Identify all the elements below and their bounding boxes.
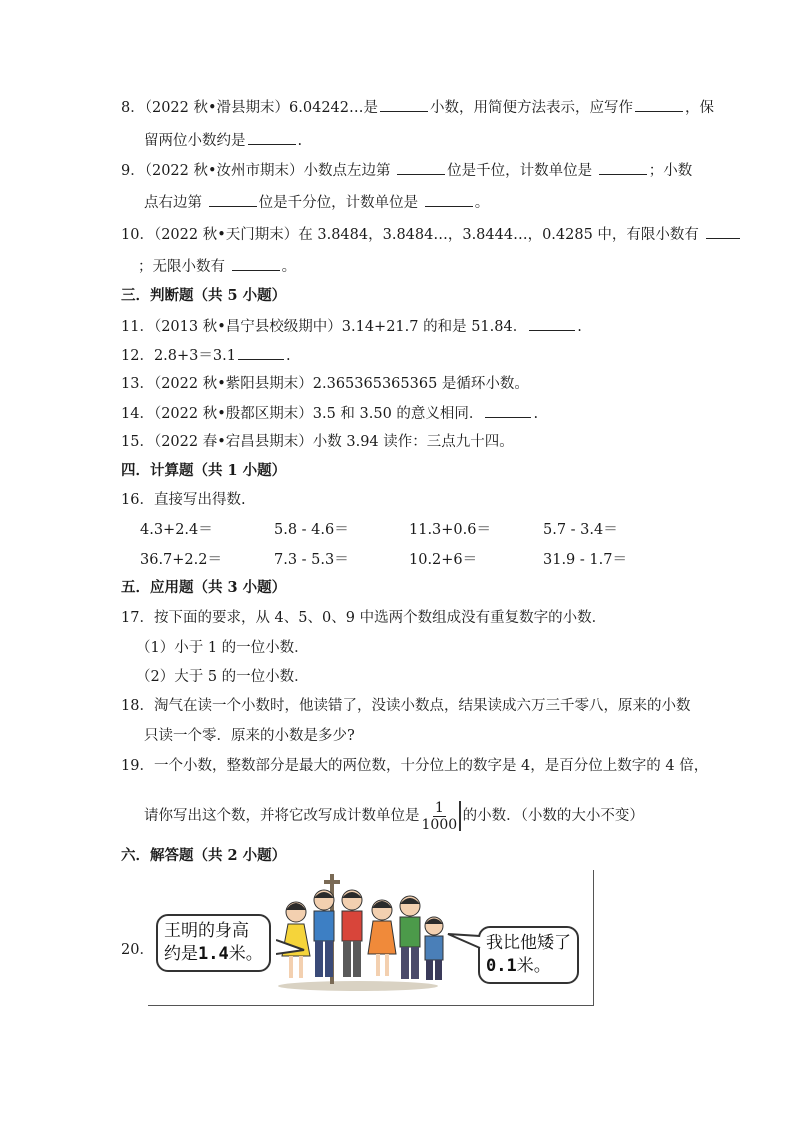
q8-blank-2[interactable] <box>635 97 683 112</box>
q8-text: 8．（2022 秋•滑县期末）6.04242…是 <box>121 100 378 116</box>
calc-item: 5.8 - 4.6＝ <box>274 522 349 538</box>
q8-blank-1[interactable] <box>380 97 428 112</box>
q9-line1: 9．（2022 秋•汝州市期末）小数点左边第 位是千位，计数单位是 ；小数 <box>121 160 692 181</box>
q9-line2: 点右边第 位是千分位，计数单位是 。 <box>144 192 489 213</box>
q9-blank-2[interactable] <box>599 160 647 175</box>
q17-sub-1: （1）小于 1 的一位小数． <box>136 640 309 656</box>
q14-blank[interactable] <box>485 403 531 418</box>
bubble-tail-left <box>276 938 306 958</box>
q8-line1: 8．（2022 秋•滑县期末）6.04242…是 小数，用简便方法表示，应写作 ，保 <box>121 97 714 118</box>
q9-blank-4[interactable] <box>425 192 473 207</box>
q15: 15．（2022 春•宕昌县期末）小数 3.94 读作：三点九十四。 <box>121 434 514 450</box>
section-4-heading: 四．计算题（共 1 小题） <box>121 462 287 479</box>
calc-item: 7.3 - 5.3＝ <box>274 552 349 568</box>
q12: 12．2.8+3＝3.1 . <box>121 345 291 366</box>
fraction-divider <box>459 801 461 831</box>
section-3-heading: 三．判断题（共 5 小题） <box>121 287 287 304</box>
q10-line2: ；无限小数有 。 <box>138 256 296 277</box>
bubble-tail-right <box>446 930 482 954</box>
q17-text: 17．按下面的要求，从 4、5、0、9 中选两个数组成没有重复数字的小数． <box>121 610 607 626</box>
speech-bubble-right: 我比他矮了 0.1米。 <box>478 926 579 984</box>
q8-blank-3[interactable] <box>248 130 296 145</box>
q9-blank-3[interactable] <box>209 192 257 207</box>
q20-number: 20． <box>121 942 154 958</box>
q11-blank[interactable] <box>529 316 575 331</box>
q18-line2: 只读一个零．原来的小数是多少? <box>144 728 355 744</box>
q16-text: 16．直接写出得数. <box>121 492 246 508</box>
q14: 14．（2022 秋•殷都区期末）3.5 和 3.50 的意义相同． . <box>121 403 538 424</box>
q9-blank-1[interactable] <box>397 160 445 175</box>
q18-line1: 18．淘气在读一个小数时，他读错了，没读小数点，结果读成六万三千零八，原来的小数 <box>121 698 691 714</box>
q20-illustration <box>148 870 594 1006</box>
calc-item: 10.2+6＝ <box>409 552 478 568</box>
calc-item: 36.7+2.2＝ <box>140 552 222 568</box>
q10-line1: 10．（2022 秋•天门期末）在 3.8484，3.8484…，3.8444…，0.4285 中，有限小数有 <box>121 224 742 245</box>
speech-bubble-left: 王明的身高 约是1.4米。 <box>156 914 271 972</box>
fraction: $\frac{1}{1000}$ <box>421 799 458 833</box>
calc-item: 31.9 - 1.7＝ <box>543 552 627 568</box>
section-5-heading: 五．应用题（共 3 小题） <box>121 579 287 596</box>
q10-blank-1[interactable] <box>706 224 740 239</box>
q17-sub-2: （2）大于 5 的一位小数． <box>136 669 309 685</box>
q19-line1: 19．一个小数，整数部分是最大的两位数，十分位上的数字是 4，是百分位上数字的 4 倍， <box>121 758 709 774</box>
section-6-heading: 六．解答题（共 2 小题） <box>121 847 287 864</box>
calc-item: 5.7 - 3.4＝ <box>543 522 618 538</box>
calc-item: 4.3+2.4＝ <box>140 522 213 538</box>
q12-blank[interactable] <box>238 345 284 360</box>
q8-line2: 留两位小数约是 . <box>144 130 302 151</box>
q10-blank-2[interactable] <box>232 256 280 271</box>
q11: 11．（2013 秋•昌宁县校级期中）3.14+21.7 的和是 51.84． . <box>121 316 582 337</box>
q13: 13．（2022 秋•紫阳县期末）2.365365365365 是循环小数。 <box>121 376 529 392</box>
calc-item: 11.3+0.6＝ <box>409 522 491 538</box>
q19-line2: 请你写出这个数，并将它改写成计数单位是 $\frac{1}{1000}$ 的小数．（小数的大小不变） <box>144 799 644 833</box>
